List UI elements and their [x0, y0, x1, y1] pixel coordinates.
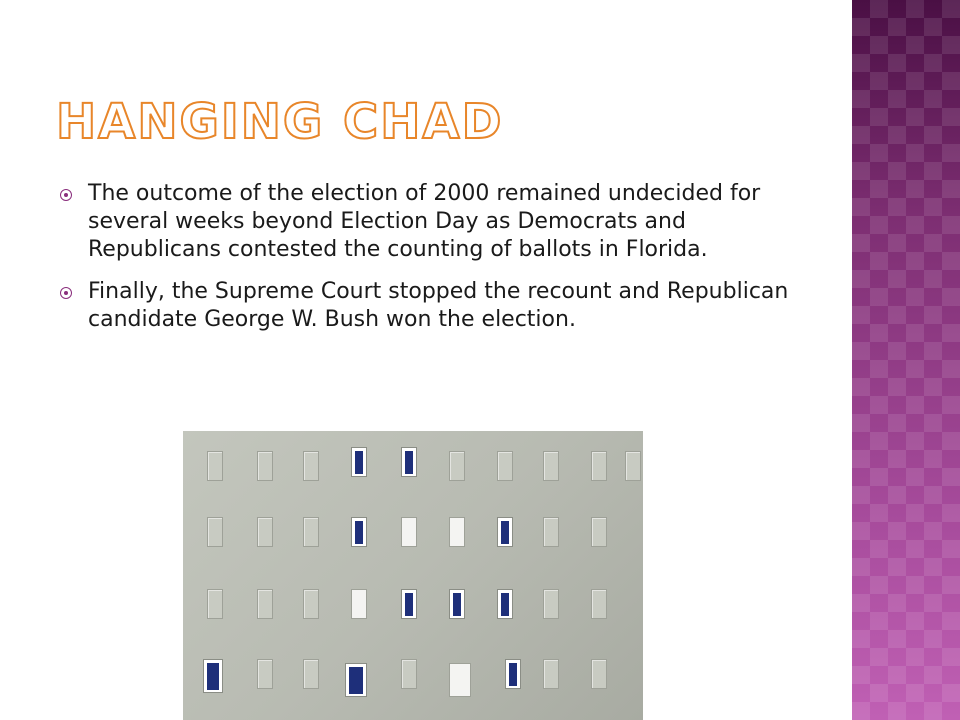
ballot-hole [351, 589, 367, 619]
ballot-hole [257, 659, 273, 689]
slide-title: HANGING CHAD [56, 94, 504, 150]
ballot-hole [497, 517, 513, 547]
ballot-hole [543, 517, 559, 547]
ballot-hole [505, 659, 521, 689]
ballot-hole [497, 451, 513, 481]
ballot-hole [591, 589, 607, 619]
ballot-hole [257, 589, 273, 619]
ballot-photo [183, 431, 643, 720]
ballot-hole [207, 451, 223, 481]
decorative-side-band [852, 0, 960, 720]
ballot-hole [303, 659, 319, 689]
ballot-hole [401, 447, 417, 477]
ballot-hole [591, 517, 607, 547]
ballot-hole [203, 659, 223, 693]
ballot-hole [625, 451, 641, 481]
ballot-hole [303, 451, 319, 481]
ballot-hole [401, 659, 417, 689]
ballot-hole [497, 589, 513, 619]
ballot-hole [449, 663, 471, 697]
circle-bullet-icon [60, 189, 72, 201]
ballot-hole [257, 517, 273, 547]
bullet-item [56, 278, 816, 334]
ballot-hole [257, 451, 273, 481]
bullet-list [56, 180, 816, 348]
bullet-item [56, 180, 816, 264]
ballot-hole [591, 659, 607, 689]
ballot-hole [401, 589, 417, 619]
ballot-hole [543, 659, 559, 689]
bullet-text: Finally, the Supreme Court stopped the recount and Republican candidate George W. Bush won the election. [88, 279, 789, 332]
ballot-hole [207, 517, 223, 547]
ballot-hole [303, 589, 319, 619]
ballot-hole [345, 663, 367, 697]
ballot-hole [543, 451, 559, 481]
ballot-hole [207, 589, 223, 619]
ballot-hole [591, 451, 607, 481]
ballot-hole [449, 589, 465, 619]
ballot-hole [351, 447, 367, 477]
bullet-text: The outcome of the election of 2000 remained undecided for several weeks beyond Election Day as Democrats and Republicans contested the counting of ballots in Florida. [88, 181, 761, 262]
circle-bullet-icon [60, 287, 72, 299]
ballot-hole [303, 517, 319, 547]
ballot-hole [449, 517, 465, 547]
ballot-hole [351, 517, 367, 547]
ballot-hole [543, 589, 559, 619]
ballot-hole [401, 517, 417, 547]
ballot-hole [449, 451, 465, 481]
